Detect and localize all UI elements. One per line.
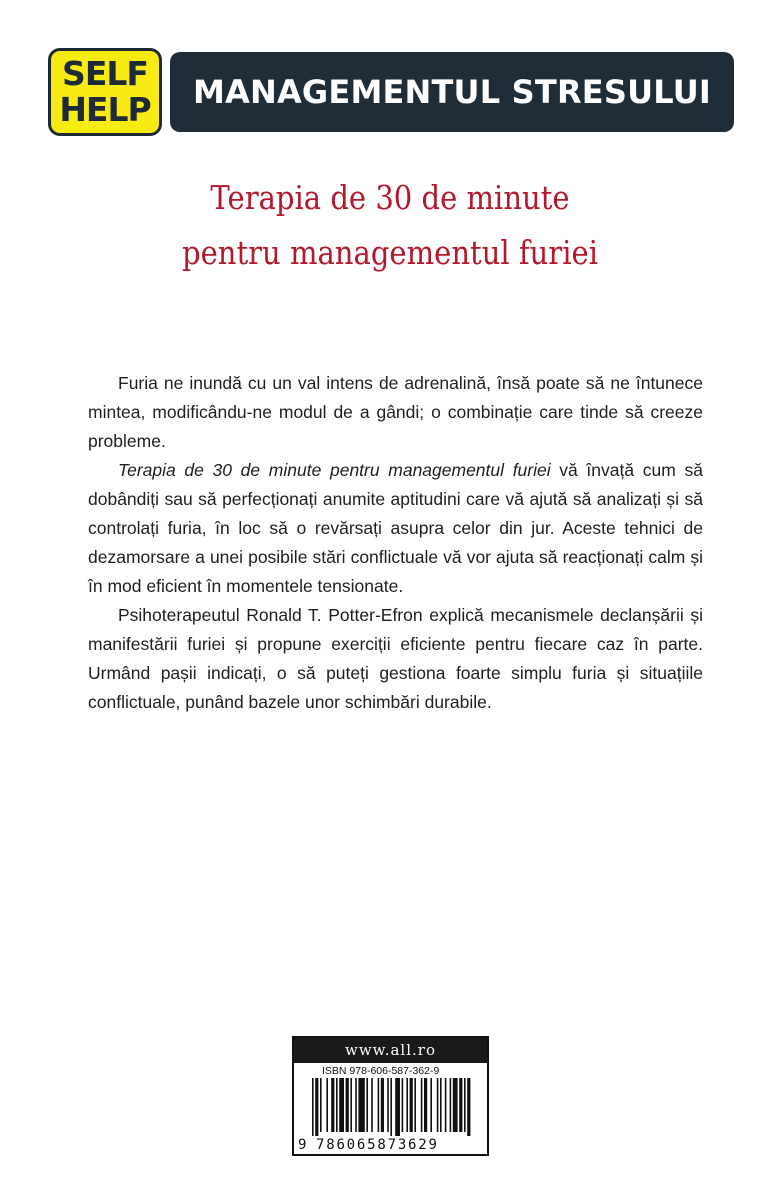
barcode-bar bbox=[406, 1078, 408, 1132]
barcode-first-digit: 9 bbox=[298, 1137, 307, 1153]
barcode-bar bbox=[315, 1078, 318, 1136]
barcode-bar bbox=[312, 1078, 314, 1136]
barcode-bar bbox=[414, 1078, 416, 1132]
book-title-line-2: pentru managementul furiei bbox=[181, 233, 599, 272]
barcode-bar bbox=[387, 1078, 389, 1132]
barcode-bar bbox=[402, 1078, 404, 1132]
book-title-italic: Terapia de 30 de minute pentru managementul furiei bbox=[118, 460, 551, 480]
book-title bbox=[117, 170, 663, 280]
publisher-website: www.all.ro bbox=[294, 1038, 487, 1063]
barcode-bar bbox=[350, 1078, 352, 1132]
barcode-bar bbox=[464, 1078, 466, 1132]
isbn-barcode-block bbox=[292, 1036, 489, 1156]
description-paragraph-2 bbox=[88, 456, 703, 601]
barcode-bar bbox=[366, 1078, 368, 1132]
barcode-bar bbox=[336, 1078, 338, 1132]
barcode-icon bbox=[294, 1078, 487, 1136]
barcode-bar bbox=[378, 1078, 380, 1132]
barcode-bar bbox=[355, 1078, 357, 1132]
badge-line-self: SELF bbox=[62, 54, 148, 93]
book-description bbox=[88, 369, 703, 717]
barcode-bar bbox=[437, 1078, 439, 1132]
series-title-bar bbox=[170, 52, 734, 132]
barcode-bar bbox=[371, 1078, 373, 1132]
barcode-bar bbox=[430, 1078, 432, 1132]
series-header bbox=[48, 48, 734, 136]
barcode-bar bbox=[339, 1078, 344, 1132]
barcode-bar bbox=[326, 1078, 328, 1132]
isbn-number: ISBN 978-606-587-362-9 bbox=[322, 1065, 440, 1077]
barcode-bar bbox=[410, 1078, 413, 1132]
book-title-line-1: Terapia de 30 de minute bbox=[210, 178, 570, 217]
barcode-bar bbox=[459, 1078, 462, 1132]
barcode-bar bbox=[381, 1078, 384, 1132]
barcode-bar bbox=[440, 1078, 442, 1132]
series-title: MANAGEMENTUL STRESULUI bbox=[192, 73, 712, 111]
barcode-bar bbox=[358, 1078, 364, 1132]
description-paragraph-1: Furia ne inundă cu un val intens de adrenalină, însă poate să ne întunece mintea, modificându-ne modul de a gândi; o combinație care tinde să creeze probleme. bbox=[88, 373, 703, 451]
barcode-bar bbox=[390, 1078, 392, 1136]
barcode-bar bbox=[467, 1078, 470, 1136]
barcode-bar bbox=[331, 1078, 334, 1132]
barcode-bar bbox=[445, 1078, 447, 1132]
self-help-logo bbox=[48, 48, 162, 136]
barcode-bar bbox=[453, 1078, 458, 1132]
barcode-bar bbox=[320, 1078, 322, 1132]
description-paragraph-2-text: vă învață cum să dobândiți sau să perfecționați anumite aptitudini care vă ajută să analizați și să controlați furia, în loc să o revărsați asupra celor din jur. Aceste tehnici de dezamorsare a unei posibile stări conflictuale vă vor ajuta să reacționați calm și în mod eficient în momentele tensionate. bbox=[88, 460, 703, 596]
barcode-bar bbox=[346, 1078, 349, 1132]
barcode-bar bbox=[450, 1078, 452, 1132]
barcode-bar bbox=[395, 1078, 400, 1136]
description-paragraph-3: Psihoterapeutul Ronald T. Potter-Efron explică mecanismele declanșării și manifestării furiei și propune exerciții eficiente pentru fiecare caz în parte. Urmând pașii indicați, o să puteți gestiona foarte simplu furia și situațiile conflictuale, punând bazele unor schimbări durabile. bbox=[88, 605, 703, 712]
barcode-bar bbox=[421, 1078, 423, 1132]
barcode-bar bbox=[424, 1078, 427, 1132]
barcode-remaining-digits: 786065873629 bbox=[316, 1137, 439, 1153]
badge-line-help: HELP bbox=[59, 90, 151, 129]
